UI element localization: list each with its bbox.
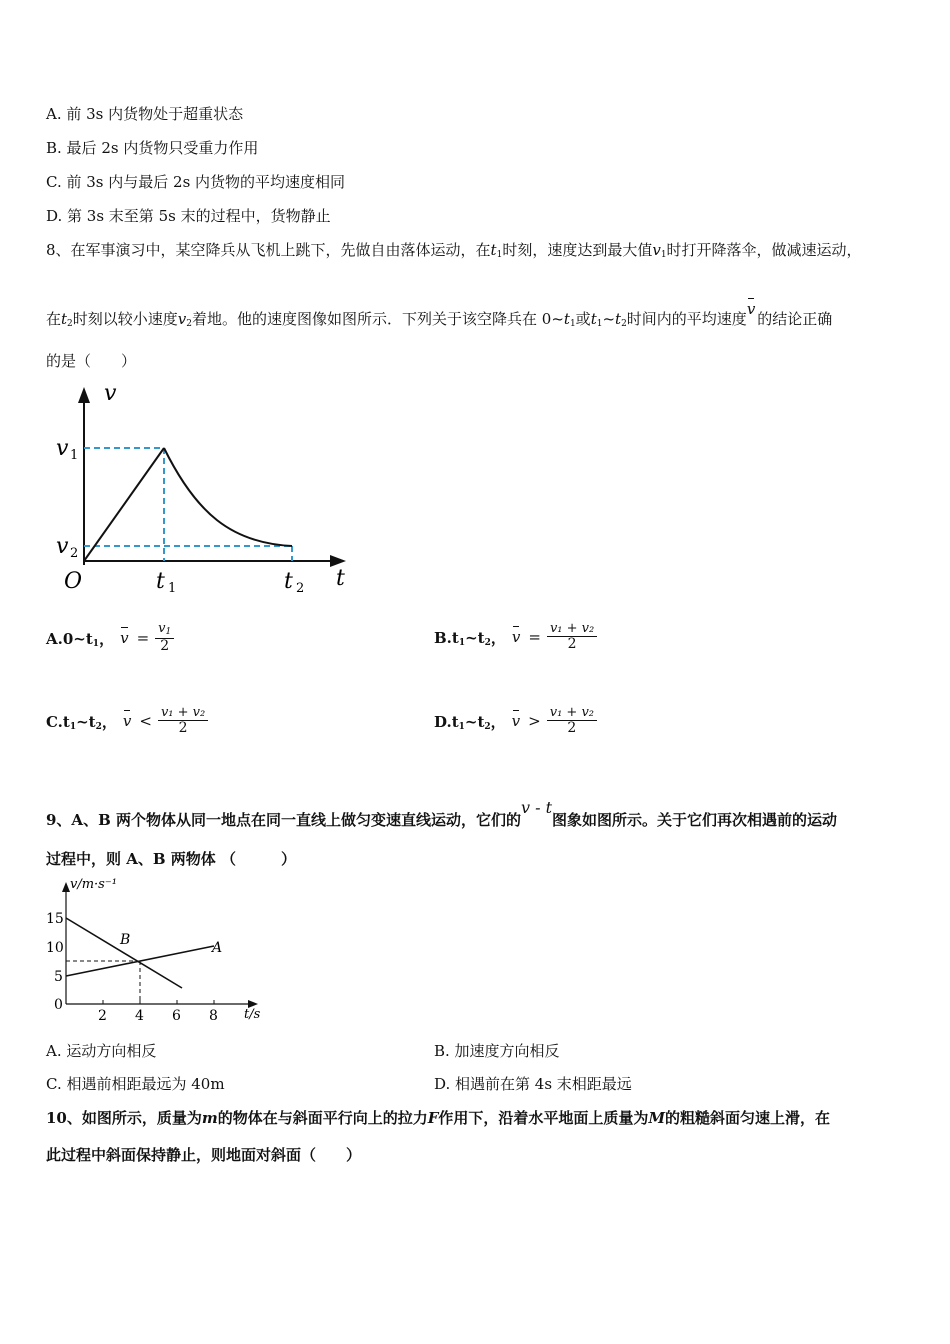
q8-option-c: $C.t_1\sim t_2$， v < $\frac{\text{v₁ + v₂}}{2}$ [46, 706, 208, 737]
q8-graph-v1-sub: 1 [70, 448, 79, 463]
q9-xtick-6: 6 [172, 1008, 181, 1024]
q9-xtick-4: 4 [135, 1008, 144, 1024]
q7-option-b: B. 最后 2s 内货物只受重力作用 [46, 139, 259, 157]
q9-stem-line1: 9、A、B 两个物体从同一地点在同一直线上做匀变速直线运动，它们的v - t图象如图所示。关于它们再次相遇前的运动 [46, 798, 838, 829]
q9-option-b: B. 加速度方向相反 [434, 1042, 560, 1060]
q9-label-a: A [212, 940, 223, 956]
q9-graph-y-label: v/m·s⁻¹ [70, 877, 117, 892]
q7-option-d: D. 第 3s 末至第 5s 末的过程中，货物静止 [46, 207, 331, 225]
q9-line-b [66, 918, 182, 988]
q9-label-b: B [120, 932, 131, 948]
q9-stem-line2: 过程中，则 A、B 两物体 （ ） [46, 850, 296, 868]
q8-option-a: $A.0\sim t_1$， v = $\frac{v_1}{2}$ [46, 622, 174, 654]
q9-graph-x-label: t/s [244, 1007, 261, 1022]
q8-velocity-graph [46, 383, 356, 598]
q8-stem-line3: 的是（ ） [46, 352, 137, 370]
q9-vt-graph [40, 872, 280, 1024]
q8-stem-line1: 8、在军事演习中，某空降兵从飞机上跳下，先做自由落体运动，在$t_1$时刻，速度达到最大值$v_1$时打开降落伞，做减速运动， [46, 241, 862, 260]
q8-graph-t1-label: t [156, 569, 165, 594]
q10-stem-line2: 此过程中斜面保持静止，则地面对斜面（ ） [46, 1146, 362, 1164]
q8-graph-y-label: v [104, 383, 117, 406]
q8-option-b: $B.t_1\sim t_2$， v = $\frac{\text{v₁ + v₂}}{2}$ [434, 622, 597, 653]
q8-graph-v1-label: v [56, 436, 69, 461]
q10-stem-line1: 10、如图所示，质量为m的物体在与斜面平行向上的拉力F作用下，沿着水平地面上质量为M的粗糙斜面匀速上滑，在 [46, 1109, 831, 1127]
q9-ytick-10: 10 [46, 940, 64, 956]
q9-ytick-5: 5 [54, 969, 63, 985]
q8-graph-v2-sub: 2 [70, 546, 79, 561]
q8-option-d: $D.t_1\sim t_2$， v > $\frac{\text{v₁ + v₂}}{2}$ [434, 706, 597, 737]
q9-ytick-15: 15 [46, 911, 64, 927]
q9-xtick-2: 2 [98, 1008, 107, 1024]
q8-graph-x-label: t [336, 566, 345, 591]
q8-graph-t2-label: t [284, 569, 293, 594]
q9-option-d: D. 相遇前在第 4s 末相距最远 [434, 1075, 632, 1093]
q7-option-a: A. 前 3s 内货物处于超重状态 [46, 105, 244, 123]
q9-option-a: A. 运动方向相反 [46, 1042, 157, 1060]
q8-stem-line2: 在$t_2$时刻以较小速度$v_2$着地。他的速度图像如图所示．下列关于该空降兵在 $0\sim t_1$或$t_1\sim t_2$时间内的平均速度v的结论正确 [46, 300, 833, 329]
q9-option-c: C. 相遇前相距最远为 40m [46, 1075, 225, 1093]
q9-ytick-0: 0 [54, 997, 63, 1013]
q8-graph-v2-label: v [56, 534, 69, 559]
q8-graph-t1-sub: 1 [168, 581, 177, 596]
q9-xtick-8: 8 [209, 1008, 218, 1024]
q8-graph-t2-sub: 2 [296, 581, 305, 596]
q8-graph-origin: O [64, 569, 83, 594]
q7-option-c: C. 前 3s 内与最后 2s 内货物的平均速度相同 [46, 173, 346, 191]
